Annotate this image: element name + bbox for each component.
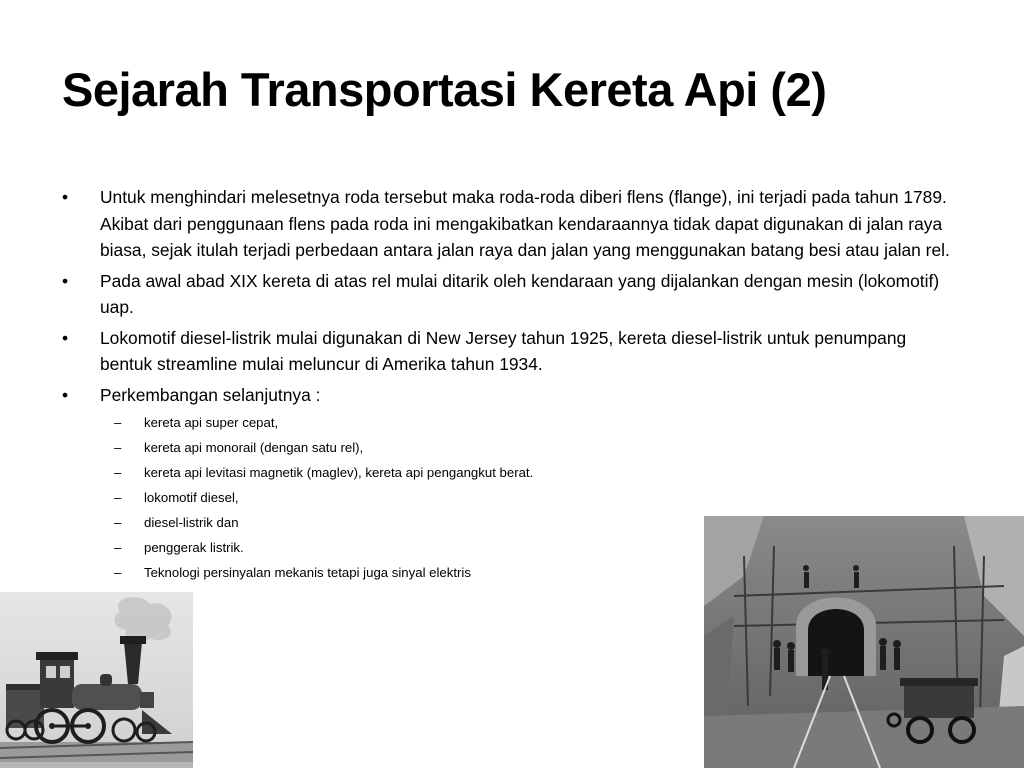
sub-text: lokomotif diesel, [144,490,239,505]
sub-text: diesel-listrik dan [144,515,239,530]
bullet-item [62,184,962,264]
slide-title: Sejarah Transportasi Kereta Api (2) [62,63,827,116]
sub-text: kereta api super cepat, [144,415,279,430]
sub-text: Teknologi persinyalan mekanis tetapi juga sinyal elektris [144,565,471,580]
bullet-marker: • [62,270,69,291]
sub-marker: – [114,415,122,430]
steam-locomotive-photo [0,592,193,768]
bullet-text: Perkembangan selanjutnya : [100,384,321,405]
bullet-marker: • [62,384,69,405]
bullet-marker: • [62,327,69,348]
sub-marker: – [114,540,122,555]
sub-item [100,410,962,435]
railway-tunnel-illustration [704,516,1024,768]
steam-locomotive-illustration [0,592,193,768]
bullet-marker: • [62,187,69,207]
sub-item [100,435,962,460]
bullet-text: Lokomotif diesel-listrik mulai digunakan di New Jersey tahun 1925, kereta diesel-listrik untuk penumpang bentuk streamline mulai meluncur di Amerika tahun 1934. [100,327,907,374]
sub-marker: – [114,490,122,505]
sub-item [100,460,962,485]
sub-marker: – [114,515,122,530]
bullet-text: Pada awal abad XIX kereta di atas rel mulai ditarik oleh kendaraan yang dijalankan dengan mesin (lokomotif) uap. [100,270,940,317]
sub-text: kereta api levitasi magnetik (maglev), kereta api pengangkut berat. [144,465,534,480]
railway-tunnel-photo [704,516,1024,768]
sub-text: penggerak listrik. [144,540,244,555]
sub-marker: – [114,565,122,580]
sub-marker: – [114,465,122,480]
sub-item [100,485,962,510]
bullet-item [62,268,962,321]
sub-text: kereta api monorail (dengan satu rel), [144,440,364,455]
bullet-item [62,325,962,378]
sub-marker: – [114,440,122,455]
bullet-text: Untuk menghindari melesetnya roda tersebut maka roda-roda diberi flens (flange), ini terjadi pada tahun 1789. Akibat dari penggunaan flens pada roda ini mengakibatkan kendaraannya tidak dapat digunakan di jalan raya biasa, sejak itulah terjadi perbedaan antara jalan raya dan jalan yang menggunakan batang besi atau jalan rel. [100,187,950,260]
